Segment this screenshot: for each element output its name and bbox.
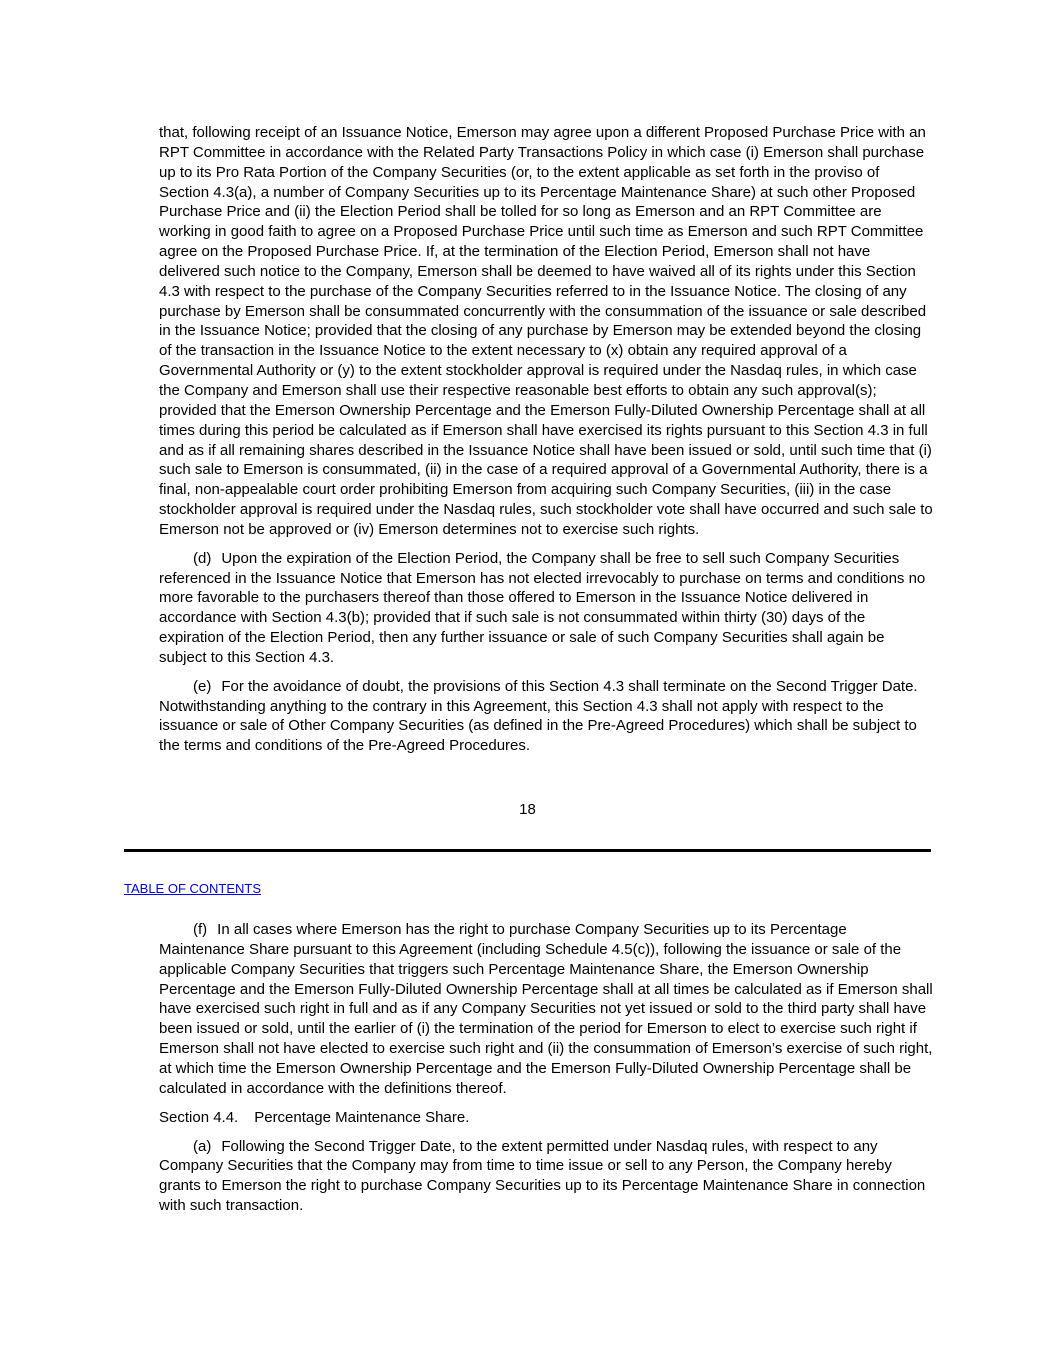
page-number: 18: [519, 801, 536, 818]
paragraph-d-text: Upon the expiration of the Election Period, the Company shall be free to sell such Company Securities referenced in the Issuance Notice that Emerson has not elected irrevocably to purchase on terms and conditions no more favorable to the purchasers thereof than those offered to Emerson in the Issuance Notice delivered in accordance with Section 4.3(b); provided that if such sale is not consummated within thirty (30) days of the expiration of the Election Period, then any further issuance or sale of such Company Securities shall again be subject to this Section 4.3.: [159, 549, 926, 666]
section-heading: [159, 1108, 933, 1128]
paragraph-e-text: For the avoidance of doubt, the provisions of this Section 4.3 shall terminate on the Second Trigger Date. Notwithstanding anything to the contrary in this Agreement, this Section 4.3 shall not apply with respect to the issuance or sale of Other Company Securities (as defined in the Pre-Agreed Procedures) which shall be subject to the terms and conditions of the Pre-Agreed Procedures.: [159, 677, 918, 755]
section-number: Section 4.4.: [159, 1108, 239, 1126]
paragraph-a-label: (a): [193, 1137, 212, 1155]
paragraph-a: [159, 1137, 933, 1216]
page-19-body: [159, 920, 933, 1225]
paragraph-e: [159, 677, 933, 756]
page-18-body: [159, 123, 933, 765]
paragraph-f-text: In all cases where Emerson has the right to purchase Company Securities up to its Percentage Maintenance Share pursuant to this Agreement (including Schedule 4.5(c)), following the issuance or sale of the applicable Company Securities that triggers such Percentage Maintenance Share, the Emerson Ownership Percentage and the Emerson Fully-Diluted Ownership Percentage shall at all times be calculated as if Emerson shall have exercised such right in full and as if any Company Securities not yet issued or sold to the third party shall have been issued or sold, until the earlier of (i) the termination of the period for Emerson to elect to exercise such right if Emerson shall not have elected to exercise such right and (ii) the consummation of Emerson’s exercise of such right, at which time the Emerson Ownership Percentage and the Emerson Fully-Diluted Ownership Percentage shall be calculated in accordance with the definitions thereof.: [159, 921, 933, 1097]
paragraph-d-label: (d): [193, 549, 212, 567]
paragraph-e-label: (e): [193, 677, 212, 695]
table-of-contents-link[interactable]: TABLE OF CONTENTS: [124, 881, 261, 896]
paragraph-a-text: Following the Second Trigger Date, to the extent permitted under Nasdaq rules, with respect to any Company Securities that the Company may from time to time issue or sell to any Person, the Company hereby grants to Emerson the right to purchase Company Securities up to its Percentage Maintenance Share in connection with such transaction.: [159, 1137, 926, 1215]
paragraph-f-label: (f): [193, 921, 208, 938]
paragraph-d: [159, 549, 933, 668]
paragraph-f: [159, 920, 933, 1099]
section-title: Percentage Maintenance Share.: [254, 1108, 470, 1126]
page-break-divider: [124, 849, 931, 852]
continuation-paragraph: that, following receipt of an Issuance Notice, Emerson may agree upon a different Proposed Purchase Price with an RPT Committee in accordance with the Related Party Transactions Policy in which case (i) Emerson shall purchase up to its Pro Rata Portion of the Company Securities (or, to the extent applicable as set forth in the proviso of Section 4.3(a), a number of Company Securities up to its Percentage Maintenance Share) at such other Proposed Purchase Price and (ii) the Election Period shall be tolled for so long as Emerson and an RPT Committee are working in good faith to agree on a Proposed Purchase Price until such time as Emerson and such RPT Committee agree on the Proposed Purchase Price. If, at the termination of the Election Period, Emerson shall not have delivered such notice to the Company, Emerson shall be deemed to have waived all of its rights under this Section 4.3 with respect to the purchase of the Company Securities referred to in the Issuance Notice. The closing of any purchase by Emerson shall be consummated concurrently with the consummation of the issuance or sale described in the Issuance Notice; provided that the closing of any purchase by Emerson may be extended beyond the closing of the transaction in the Issuance Notice to the extent necessary to (x) obtain any required approval of a Governmental Authority or (y) to the extent stockholder approval is required under the Nasdaq rules, in which case the Company and Emerson shall use their respective reasonable best efforts to obtain any such approval(s); provided that the Emerson Ownership Percentage and the Emerson Fully-Diluted Ownership Percentage shall at all times during this period be calculated as if Emerson shall have exercised its rights pursuant to this Section 4.3 in full and as if all remaining shares described in the Issuance Notice shall have been issued or sold, until such time that (i) such sale to Emerson is consummated, (ii) in the case of a required approval of a Governmental Authority, there is a final, non-appealable court order prohibiting Emerson from acquiring such Company Securities, (iii) in the case stockholder approval is required under the Nasdaq rules, such stockholder vote shall have occurred and such sale to Emerson not be approved or (iv) Emerson determines not to exercise such rights.: [159, 124, 933, 538]
